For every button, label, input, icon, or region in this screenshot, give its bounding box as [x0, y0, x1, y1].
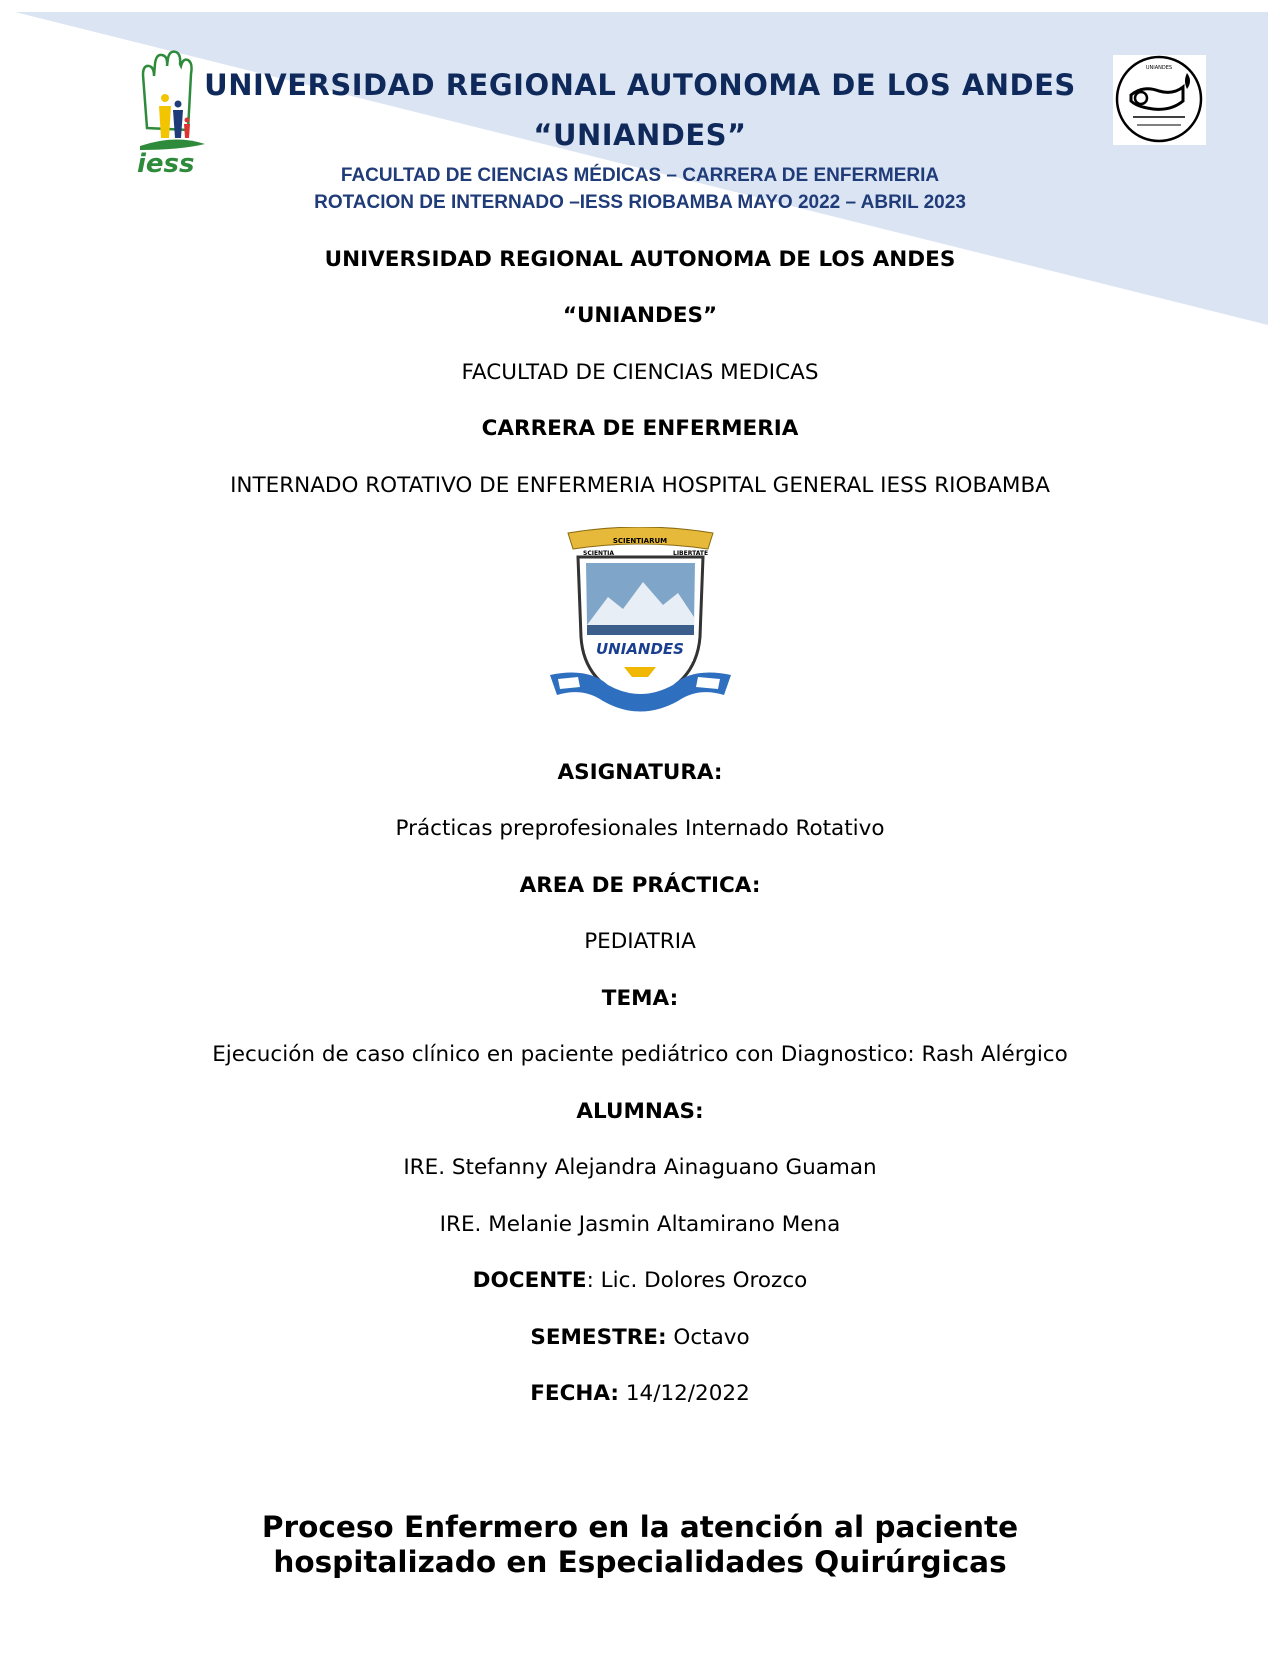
cover-program: INTERNADO ROTATIVO DE ENFERMERIA HOSPITAL GENERAL IESS RIOBAMBA [230, 473, 1050, 498]
fecha-value: 14/12/2022 [619, 1381, 750, 1406]
asignatura-value: Prácticas preprofesionales Internado Rotativo [395, 816, 885, 841]
docente-label: DOCENTE [472, 1268, 587, 1293]
nursing-seal-logo [1113, 55, 1206, 145]
docente-line [0, 1268, 1280, 1293]
alumna-1: IRE. Stefanny Alejandra Ainaguano Guaman [403, 1155, 877, 1180]
header-rotation-line: ROTACION DE INTERNADO –IESS RIOBAMBA MAYO 2022 – ABRIL 2023 [314, 192, 966, 213]
svg-text:UNIANDES: UNIANDES [596, 640, 684, 658]
semestre-label: SEMESTRE: [530, 1325, 667, 1350]
document-title-line2: hospitalizado en Especialidades Quirúrgicas [273, 1545, 1007, 1579]
header-university-title: UNIVERSIDAD REGIONAL AUTONOMA DE LOS ANDES [204, 68, 1076, 102]
header-faculty-line: FACULTAD DE CIENCIAS MÉDICAS – CARRERA DE ENFERMERIA [340, 165, 940, 186]
document-title-line1: Proceso Enfermero en la atención al paciente [261, 1510, 1019, 1544]
cover-university: UNIVERSIDAD REGIONAL AUTONOMA DE LOS ANDES [324, 247, 956, 272]
alumna-2: IRE. Melanie Jasmin Altamirano Mena [439, 1212, 841, 1237]
header-university-short: “UNIANDES” [533, 118, 747, 152]
svg-text:SCIENTIA: SCIENTIA [583, 550, 615, 557]
alumnas-label: ALUMNAS: [576, 1099, 704, 1124]
cover-faculty: FACULTAD DE CIENCIAS MEDICAS [461, 360, 819, 385]
svg-text:SCIENTIARUM: SCIENTIARUM [612, 537, 668, 545]
semestre-line [0, 1325, 1280, 1350]
asignatura-label: ASIGNATURA: [557, 760, 723, 785]
svg-text:UNIANDES: UNIANDES [1145, 65, 1173, 71]
tema-value: Ejecución de caso clínico en paciente pediátrico con Diagnostico: Rash Alérgico [212, 1042, 1068, 1067]
tema-label: TEMA: [601, 986, 679, 1011]
cover-career: CARRERA DE ENFERMERIA [481, 416, 799, 441]
docente-value: : Lic. Dolores Orozco [586, 1268, 808, 1293]
uniandes-crest [548, 527, 733, 722]
fecha-line [0, 1381, 1280, 1406]
area-value: PEDIATRIA [584, 929, 696, 954]
cover-university-short: “UNIANDES” [562, 303, 718, 328]
fecha-label: FECHA: [530, 1381, 620, 1406]
area-label: AREA DE PRÁCTICA: [519, 873, 761, 898]
semestre-value: Octavo [666, 1325, 750, 1350]
svg-text:LIBERTATE: LIBERTATE [673, 550, 709, 557]
svg-text:iess: iess [137, 149, 195, 179]
